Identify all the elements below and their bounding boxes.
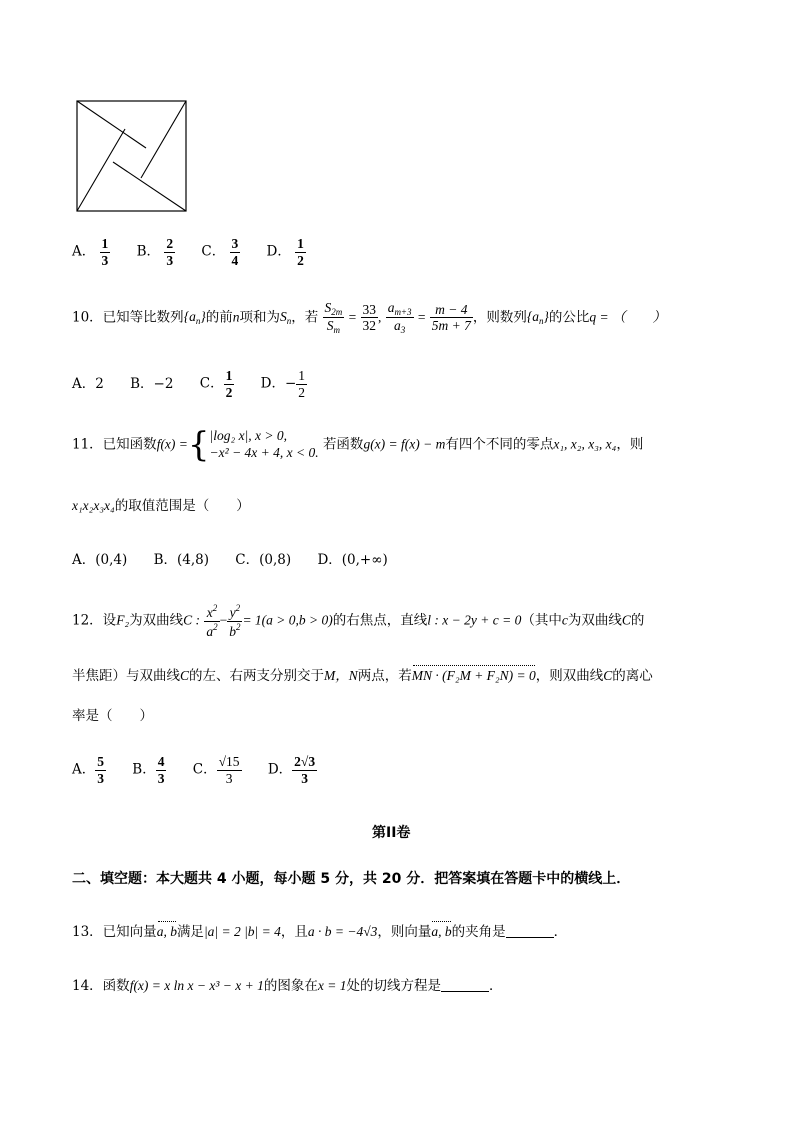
question-12-line3: 率是（ ）	[72, 708, 153, 724]
q12-option-a-label: A．	[72, 761, 96, 778]
q11-piecewise-brace: {	[187, 425, 210, 465]
q10-option-d-fraction: $\frac{1}{2}$	[298, 368, 306, 400]
q12-options	[72, 754, 339, 786]
q12-option-a-fraction: $\frac{5}{3}$	[97, 754, 104, 786]
option-a-label: A．	[72, 243, 96, 260]
q11-option-b: B．(4,8)	[153, 552, 209, 568]
q13-answer-blank[interactable]	[506, 925, 554, 938]
q12-frac-y2-b2: $\frac{y^2}{b^2}$	[229, 603, 241, 639]
section-title: 第II卷	[372, 825, 411, 841]
q11-option-c: C．(0,8)	[235, 552, 292, 568]
q14-answer-blank[interactable]	[441, 979, 489, 992]
q11-option-a: A．(0,4)	[72, 552, 128, 568]
q12-frac-x2-a2: $\frac{x^2}{a^2}$	[206, 603, 218, 639]
option-a-fraction: $\frac{1}{3}$	[101, 236, 109, 268]
q10-option-c-label: C．	[199, 375, 224, 392]
option-c-label: C．	[201, 243, 226, 260]
question-10: 10．已知等比数列$\{a_n\}$的前n项和为$S_n$，若 $\frac{S_{2m}}{S_m}$ = $\frac{33}{32}$ , $\frac{a_{m+3}}{a_3}$ = $\frac{m - 4}{5m + 7}$ ，则数列$\{a_n\}$的公比q = （ ）	[72, 300, 667, 336]
question-11-line2: x₁x₂x₃x₄的取值范围是（ ）	[72, 498, 250, 514]
q10-option-b: B．−2	[130, 375, 174, 392]
q10-frac-m4-5m7: $\frac{m - 4}{5m + 7}$	[431, 301, 471, 334]
option-c-fraction: $\frac{3}{4}$	[231, 236, 239, 268]
option-d-fraction: $\frac{1}{2}$	[297, 236, 304, 268]
q12-option-d-fraction: $\frac{2√3}{3}$	[294, 754, 316, 786]
q10-option-c-fraction: $\frac{1}{2}$	[225, 368, 233, 400]
q10-options	[72, 368, 329, 400]
q12-option-b-fraction: $\frac{4}{3}$	[157, 754, 165, 786]
question-12: 12．设F₂为双曲线C : $\frac{x^2}{a^2}$ − $\frac{y^2}{b^2}$ = 1(a > 0,b > 0)的右焦点，直线l : x − 2y + c = 0（其中c为双曲线C的	[72, 603, 645, 639]
q11-options	[72, 548, 410, 568]
q9-options	[72, 236, 328, 268]
option-d-label: D．	[266, 243, 291, 260]
q10-frac-am3-a3: $\frac{a_{m+3}}{a_3}$	[387, 300, 412, 336]
q11-piecewise-cases: |log₂ x|, x > 0, −x² − 4x + 4, x < 0.	[209, 428, 319, 460]
q10-frac-33-32: $\frac{33}{32}$	[362, 301, 377, 334]
question-12-line2: 半焦距）与双曲线C的左、右两支分别交于M，N两点，若MN · (F₂M + F₂N) = 0，则双曲线C的离心	[72, 668, 653, 684]
pinwheel-square-figure	[76, 100, 188, 214]
q12-option-d-label: D．	[267, 761, 293, 778]
q12-option-c-label: C．	[192, 761, 217, 778]
q12-vector-expression: MN · (F₂M + F₂N) = 0	[411, 668, 536, 683]
q10-frac-s2m-sm: $\frac{S_{2m}}{S_m}$	[324, 300, 343, 336]
q12-option-b-label: B．	[132, 761, 156, 778]
question-14: 14．函数f(x) = x ln x − x³ − x + 1的图象在x = 1处的切线方程是 ．	[72, 978, 503, 994]
question-11: 11．已知函数f(x) ={ |log₂ x|, x > 0, −x² − 4x + 4, x < 0. 若函数g(x) = f(x) − m有四个不同的零点x₁, x₂, x₃, x₄，则	[72, 425, 644, 465]
q11-option-d: D．(0,+∞)	[317, 552, 388, 568]
q10-option-a: A．2	[72, 375, 104, 392]
question-13: 13．已知向量a, b满足|a| = 2 |b| = 4，且a · b = −4√3，则向量a, b的夹角是 ．	[72, 924, 568, 940]
q10-option-d-label: D．−	[260, 375, 297, 392]
q12-option-c-fraction: $\frac{√15}{3}$	[218, 754, 240, 786]
option-b-fraction: $\frac{2}{3}$	[166, 236, 174, 268]
option-b-label: B．	[136, 243, 161, 260]
section-heading: 二、填空题：本大题共 4 小题，每小题 5 分，共 20 分．把答案填在答题卡中的横线上．	[72, 871, 631, 887]
